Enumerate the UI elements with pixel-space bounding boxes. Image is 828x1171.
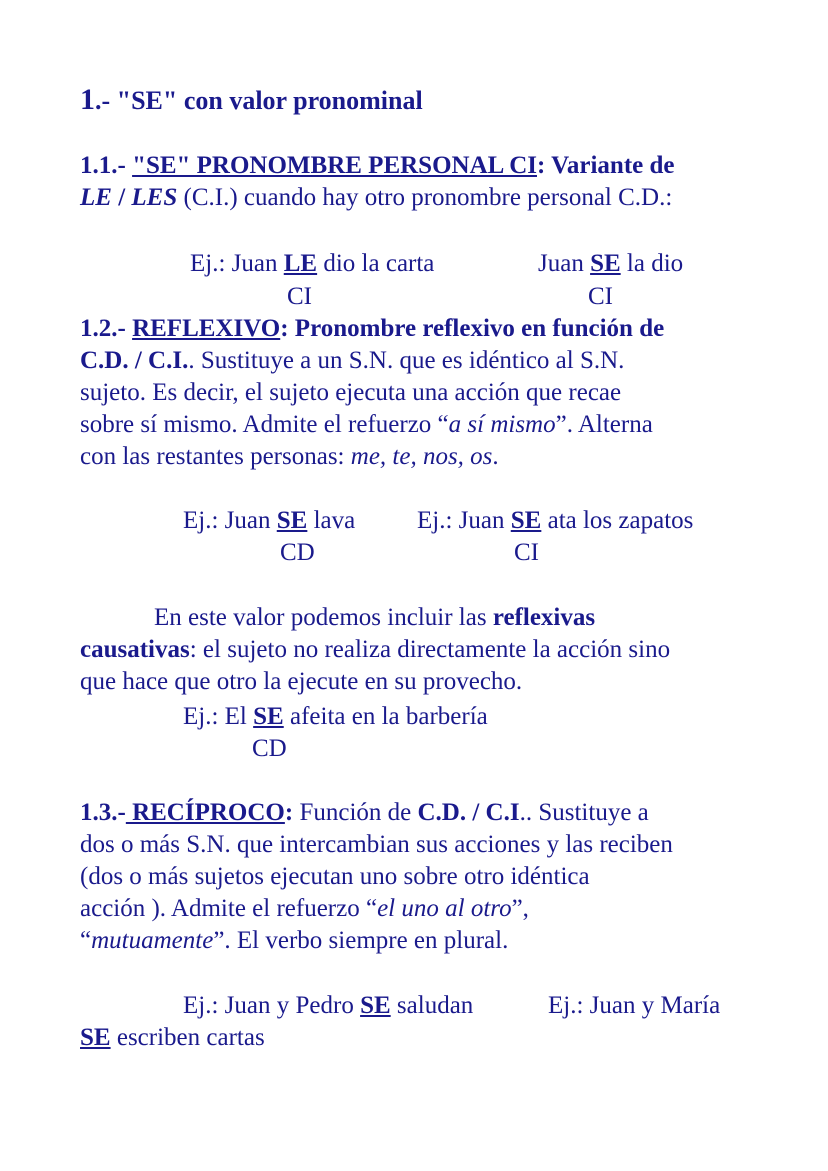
body-text: (C.I.) cuando hay otro pronombre personal C.D.: <box>177 184 673 211</box>
subsection-title-tail: : Pronombre reflexivo en función de <box>280 315 665 342</box>
example-text: la dio <box>620 250 684 277</box>
section-1-2-line-4 <box>80 409 653 441</box>
italic-term: mutuamente <box>91 927 214 954</box>
term-cd-ci: C.D. / C.I <box>417 799 520 826</box>
example-text: Ej.: Juan <box>417 507 511 534</box>
section-1-heading <box>80 84 423 117</box>
section-1-3-line-5 <box>80 925 508 957</box>
section-1-3-line-2: dos o más S.N. que intercambian sus acciones y las reciben <box>80 831 673 858</box>
subsection-title: "SE" PRONOMBRE PERSONAL CI <box>132 152 537 179</box>
causative-line-3: que hace que otro la ejecute en su provecho. <box>80 668 523 695</box>
pronoun-highlight: SE <box>510 507 542 534</box>
function-label: CD <box>252 735 287 762</box>
causative-line-2 <box>80 634 670 666</box>
pronoun-highlight: SE <box>590 250 621 277</box>
bold-term: reflexivas <box>492 604 596 631</box>
example-text: lava <box>307 507 356 534</box>
body-text: En este valor podemos incluir las <box>154 604 493 631</box>
example-text: Ej.: El <box>183 703 254 730</box>
function-label: CI <box>514 539 539 566</box>
bold-term: causativas <box>80 636 190 663</box>
example-1-1-b <box>538 248 683 280</box>
example-text: Ej.: Juan <box>183 507 277 534</box>
example-text: afeita en la barbería <box>283 703 488 730</box>
causative-line-1 <box>154 602 595 634</box>
example-text: ata los zapatos <box>541 507 694 534</box>
function-label: CI <box>588 283 613 310</box>
section-1-2-heading <box>80 313 664 345</box>
pronoun-highlight: SE <box>360 992 391 1019</box>
example-text: Juan <box>538 250 591 277</box>
body-text: ”, <box>511 895 529 922</box>
example-1-2-c <box>183 701 488 733</box>
section-1-3-line-3: (dos o más sujetos ejecutan uno sobre otro idéntica <box>80 863 590 890</box>
pronoun-highlight: SE <box>276 507 308 534</box>
example-text: saludan <box>390 992 474 1019</box>
body-text: con las restantes personas: <box>80 443 351 470</box>
body-text: “ <box>80 927 92 954</box>
section-1-2-line-5 <box>80 441 499 473</box>
section-1-3-line-4 <box>80 893 529 925</box>
body-text: . <box>492 443 499 470</box>
example-1-1-a <box>190 248 434 280</box>
example-1-2-b <box>417 505 693 537</box>
section-1-2-line-3: sujeto. Es decir, el sujeto ejecuta una acción que recae <box>80 379 622 406</box>
term-le: LE <box>80 184 112 211</box>
subsection-title: RECÍPROCO <box>125 799 285 826</box>
function-label: CD <box>280 539 315 566</box>
example-1-3-b <box>548 990 720 1022</box>
body-text: Función de <box>293 799 418 826</box>
pronoun-highlight: SE <box>80 1024 111 1051</box>
subsection-number: 1.1.- <box>80 152 133 179</box>
italic-term: me, te, nos, os <box>350 443 493 470</box>
term-les: LES <box>131 184 178 211</box>
italic-term: a sí mismo <box>448 411 556 438</box>
subsection-title-tail: : <box>284 799 294 826</box>
body-text: acción ). Admite el refuerzo “ <box>80 895 378 922</box>
body-text: .. Sustituye a <box>519 799 649 826</box>
body-text: : el sujeto no realiza directamente la acción sino <box>189 636 671 663</box>
section-1-3-heading <box>80 797 649 829</box>
section-1-1-heading <box>80 150 674 182</box>
body-text: ”. El verbo siempre en plural. <box>213 927 509 954</box>
body-text: . Sustituye a un S.N. que es idéntico al S.N. <box>188 347 625 374</box>
example-text: dio la carta <box>317 250 435 277</box>
example-text: Ej.: Juan y María <box>548 992 721 1019</box>
pronoun-highlight: SE <box>253 703 284 730</box>
example-1-3-b-continued <box>80 1022 265 1054</box>
body-text: sobre sí mismo. Admite el refuerzo “ <box>80 411 449 438</box>
subsection-number: 1.2.- <box>80 315 133 342</box>
example-text: Ej.: Juan y Pedro <box>183 992 361 1019</box>
pronoun-highlight: LE <box>283 250 318 277</box>
subsection-title-tail: : Variante de <box>536 152 675 179</box>
slash: / <box>111 184 132 211</box>
example-text: escriben cartas <box>110 1024 265 1051</box>
function-label: CI <box>287 283 312 310</box>
term-cd-ci: C.D. / C.I. <box>80 347 189 374</box>
section-1-2-line-2 <box>80 345 624 377</box>
section-title: .- "SE" con valor pronominal <box>95 86 423 115</box>
italic-term: el uno al otro <box>377 895 512 922</box>
body-text: ”. Alterna <box>555 411 653 438</box>
subsection-title: REFLEXIVO <box>132 315 281 342</box>
subsection-number: 1.3.- <box>80 799 126 826</box>
section-number: 1 <box>80 83 95 116</box>
section-1-1-line-2 <box>80 182 672 214</box>
example-1-2-a <box>183 505 355 537</box>
example-text: Ej.: Juan <box>190 250 284 277</box>
example-1-3-a <box>183 990 473 1022</box>
